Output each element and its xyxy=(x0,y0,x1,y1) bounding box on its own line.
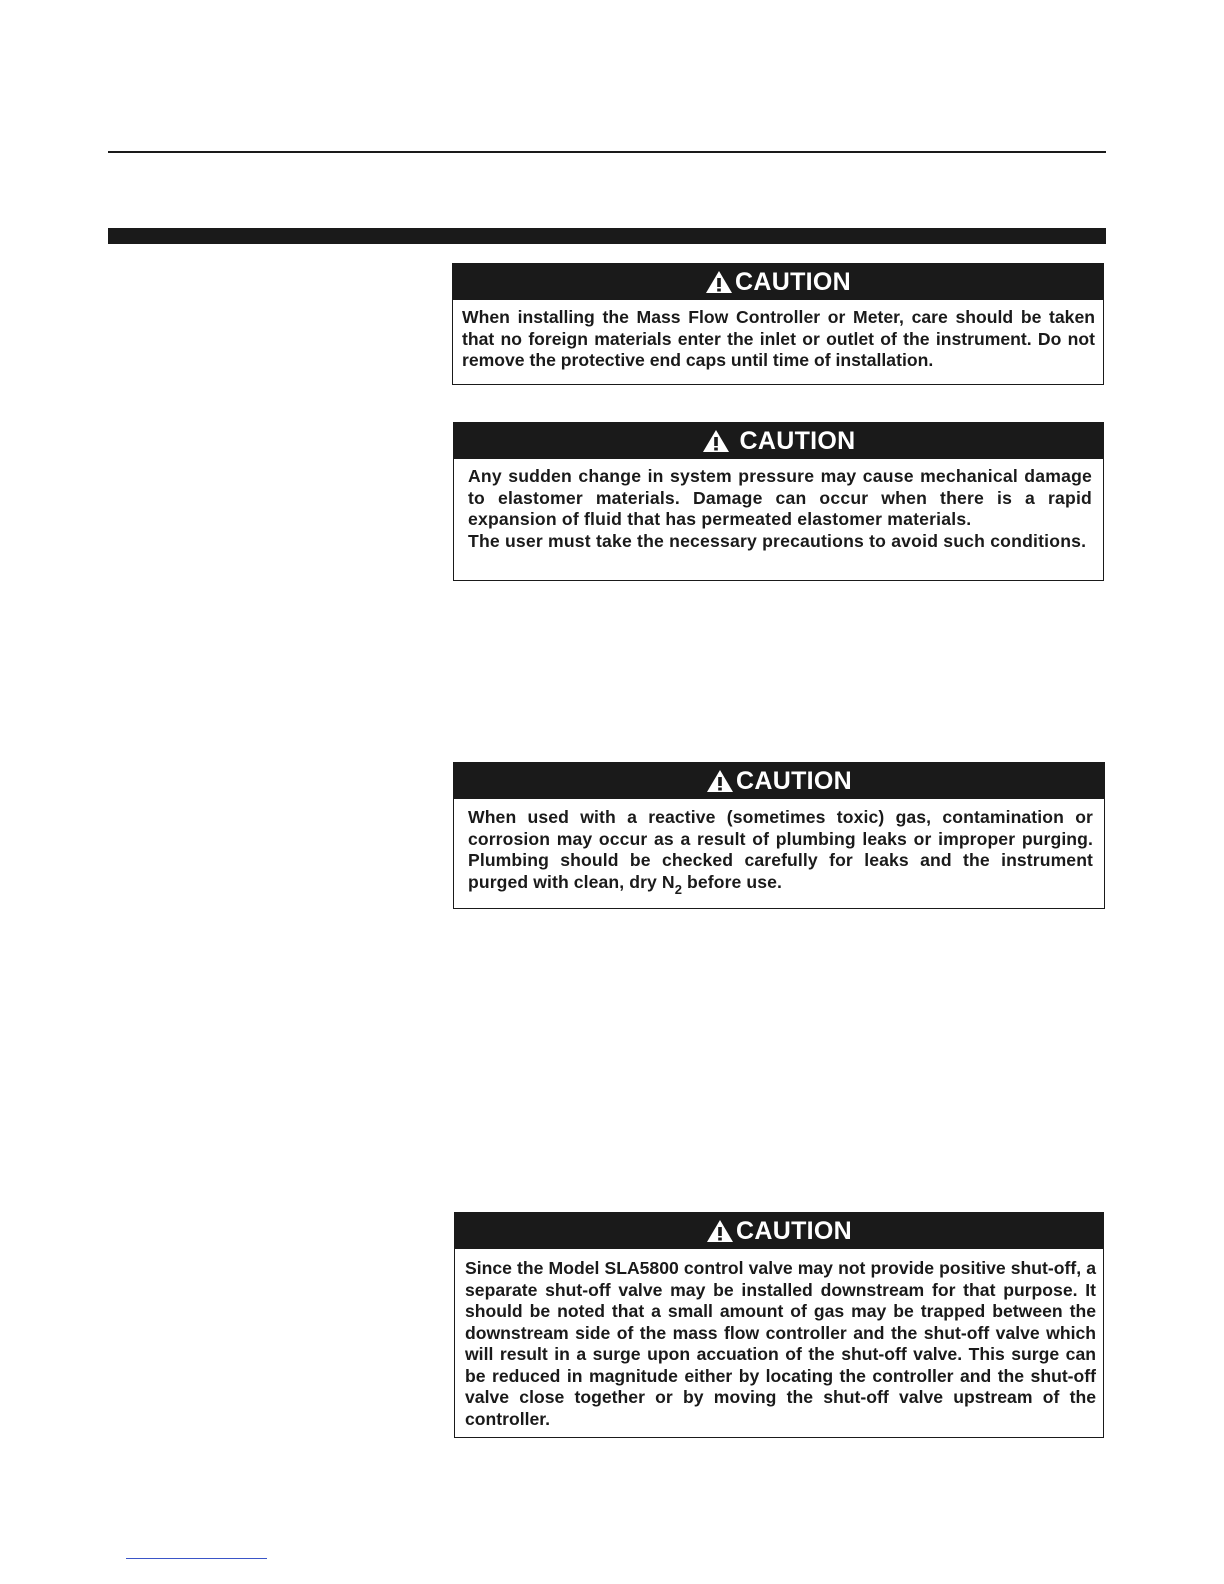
caution-box-shutoff-valve xyxy=(454,1212,1104,1438)
caution-header xyxy=(454,423,1103,459)
caution-text: The user must take the necessary precautions to avoid such conditions. xyxy=(468,530,1087,551)
footer-link-underline[interactable] xyxy=(126,1558,267,1559)
caution-text-main: When used with a reactive (sometimes toxic) gas, contamination or corrosion may occur as a result of plumbing leaks or improper purging. Plumbing should be checked carefully for leaks and the instrument purged with clean, dry N xyxy=(468,807,1093,892)
header-rule xyxy=(108,151,1106,153)
subscript-two: 2 xyxy=(674,881,683,897)
caution-title: CAUTION xyxy=(735,267,851,296)
caution-header xyxy=(455,1213,1103,1249)
warning-triangle-icon xyxy=(702,429,730,453)
warning-triangle-icon xyxy=(706,1219,734,1243)
caution-title: CAUTION xyxy=(736,1216,852,1245)
caution-body xyxy=(455,1249,1103,1430)
caution-body xyxy=(454,459,1103,552)
section-heading-bar xyxy=(108,228,1106,244)
caution-text-tail: before use. xyxy=(682,871,783,892)
caution-body xyxy=(453,300,1103,372)
caution-body xyxy=(454,799,1104,897)
caution-text: Any sudden change in system pressure may cause mechanical damage to elastomer materials. Damage can occur when there is a rapid expansion of fluid that has permeated elastomer materials. xyxy=(468,466,1092,529)
caution-box-foreign-materials xyxy=(452,263,1104,385)
caution-header xyxy=(453,264,1103,300)
caution-title: CAUTION xyxy=(736,766,852,795)
caution-box-reactive-gas xyxy=(453,762,1105,909)
caution-box-pressure-change xyxy=(453,422,1104,581)
caution-text: Since the Model SLA5800 control valve may not provide positive shut-off, a separate shut-off valve may be installed downstream for that purpose. It should be noted that a small amount of gas may be trapped between the downstream side of the mass flow controller and the shut-off valve which will result in a surge upon accuation of the shut-off valve. This surge can be reduced in magnitude either by locating the controller and the shut-off valve close together or by moving the shut-off valve upstream of the controller. xyxy=(465,1258,1096,1429)
warning-triangle-icon xyxy=(705,270,733,294)
caution-title: CAUTION xyxy=(739,426,856,455)
caution-text xyxy=(468,807,1093,897)
caution-header xyxy=(454,763,1104,799)
caution-text: When installing the Mass Flow Controller or Meter, care should be taken that no foreign materials enter the inlet or outlet of the instrument. Do not remove the protective end caps until time of installation. xyxy=(462,307,1095,370)
warning-triangle-icon xyxy=(706,769,734,793)
